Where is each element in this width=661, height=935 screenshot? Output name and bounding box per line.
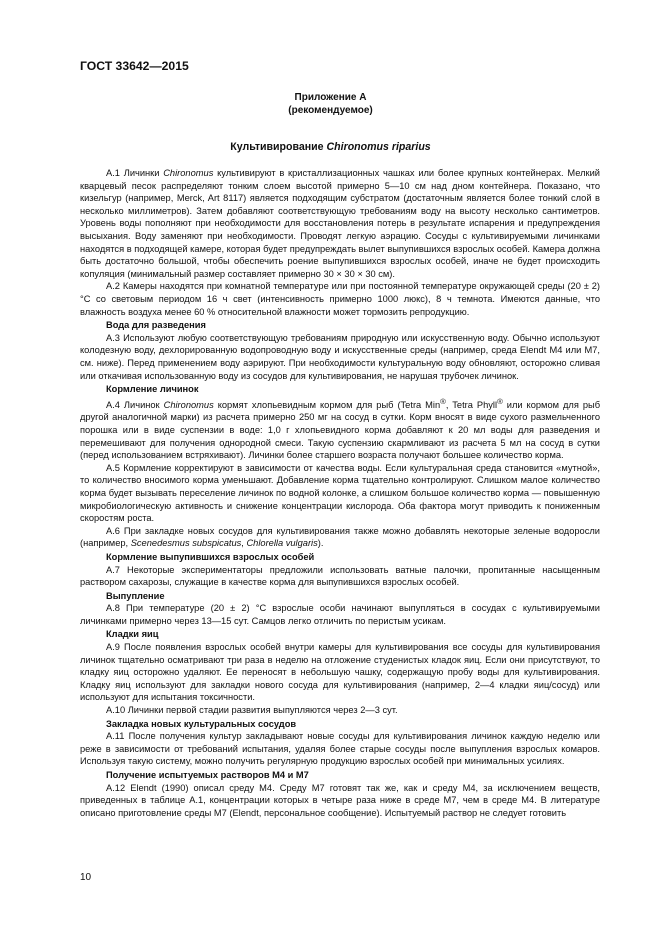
genus-name: Chironomus [163, 399, 214, 410]
section-heading-species: Chironomus riparius [326, 141, 431, 153]
subheading-new-cultures: Закладка новых культуральных сосудов [106, 718, 297, 729]
annex-subtitle: (рекомендуемое) [288, 105, 373, 116]
registered-mark: ® [497, 396, 503, 406]
subheading-water: Вода для разведения [106, 320, 206, 331]
genus-name: Chironomus [163, 168, 214, 178]
paragraph-a11: А.11 После получения культур закладывают новые сосуды для культивирования личинок каждую неделю или реже в зависимости от требований испытания, удаляя более старые сосуды после выпупления взрослых комаров. Используя такую систему, можно получить регулярную продукцию взрослых особей при минимальных усилиях. [80, 731, 600, 767]
paragraph-a7: А.7 Некоторые экспериментаторы предложили использовать ватные палочки, пропитанные насыщенным раствором сахарозы, служащие в качестве корма для выпупившихся взрослых особей. [80, 564, 600, 588]
page-number: 10 [80, 872, 92, 883]
species-name: Scenedesmus subspicatus [130, 538, 242, 549]
subheading-emergence: Выпупление [106, 590, 165, 601]
subheading-eggs: Кладки яиц [106, 629, 159, 640]
paragraph-a5: А.5 Кормление корректируют в зависимости от качества воды. Если культуральная среда становится «мутной», то количество вносимого корма уменьшают. Добавление корма тщательно контролируют. Слишком малое количество корма будет вызывать переселение личинок по водной колонке, а слишком большое количество корма — повышенную микробиологическую активность и снижение концентрации кислорода. Оба фактора могут приводить к пониженным скоростям роста. [80, 462, 600, 524]
document-header: ГОСТ 33642—2015 [80, 59, 189, 73]
subheading-adult-feeding: Кормление выпупившихся взрослых особей [106, 551, 315, 562]
annex-title: Приложение А [294, 92, 367, 103]
paragraph-a10: А.10 Личинки первой стадии развития выпупляются через 2—3 сут. [106, 705, 398, 716]
paragraph-a12: А.12 Elendt (1990) описал среду М4. Среду М7 готовят так же, как и среду М4, за исключением веществ, приведенных в таблице А.1, концентрации которых в четыре раза ниже в среде М7, чем в среде М4. В литературе описано приготовление среды М7 (Elendt, персональное сообщение). Испытуемый раствор не следует готовить [80, 782, 600, 818]
registered-mark: ® [440, 396, 446, 406]
paragraph-a8: А.8 При температуре (20 ± 2) °С взрослые особи начинают выпупляться в сосудах с культивируемыми личинками примерно через 13—15 сут. Самцов легко отличить по перистым усикам. [80, 603, 600, 626]
paragraph-a2: А.2 Камеры находятся при комнатной температуре или при постоянной температуре окружающей среды (20 ± 2) °С со световым периодом 16 ч свет (интенсивность примерно 1000 люкс), 8 ч темнота. Имеются данные, что влажность воздуха менее 60 % относительной влажности может тормозить репродукцию. [80, 281, 600, 317]
paragraph-a3: А.3 Используют любую соответствующую требованиям природную или искусственную воду. Обычно используют колодезную воду, дехлорированную водопроводную воду и искусственные среды (например, среда Elendt M4 или M7, см. ниже). Перед применением воду аэрируют. При необходимости культуральную воду обновляют, осторожно сливая или откачивая использованную воду из сосудов для культивирования, не нарушая трубочек личинок. [80, 332, 600, 381]
species-name: Chlorella vulgaris [246, 538, 318, 549]
document-body [80, 167, 600, 819]
paragraph-a6: А.6 При закладке новых сосудов для культивирования также можно добавлять некоторые зеленые водоросли (например, Scenedesmus subspicatus, Chlorella vulgaris). [80, 525, 600, 549]
paragraph-a4: А.4 Личинок Chironomus кормят хлопьевидным кормом для рыб (Tetra Min®, Tetra Phyll® или кормом для рыб другой аналогичной марки) из расчета примерно 250 мг на сосуд в сутки. Корм вносят в виде сухого размельченного порошка или в виде суспензии в воде: 1,0 г хлопьевидного корма добавляют к 20 мл воды для разведения и перемешивают для получения однородной смеси. Такую суспензию скармливают из расчета 5 мл на сосуд в сутки (перед использованием встряхивают). Личинки более старшего возраста получают большее количество корма. [80, 396, 601, 461]
paragraph-a9: А.9 После появления взрослых особей внутри камеры для культивирования все сосуды для культивирования личинок тщательно осматривают три раза в неделю на отложение студенистых кладок яиц. Если они присутствуют, то кладку яиц осторожно удаляют. Ее переносят в небольшую чашку, содержащую пробу воды для культивирования. Кладку яиц используют для закладки нового сосуда для культивирования (например, 2—4 кладки яиц/сосуд) или используют для испытания токсичности. [80, 642, 600, 703]
subheading-test-solutions: Получение испытуемых растворов М4 и М7 [106, 770, 309, 780]
subheading-feeding: Кормление личинок [106, 384, 199, 395]
section-heading-text: Культивирование [230, 141, 327, 153]
section-heading [0, 141, 661, 153]
paragraph-a1: А.1 Личинки Chironomus культивируют в кристаллизационных чашках или более крупных контейнерах. Мелкий кварцевый песок распределяют тонким слоем высотой примерно 5—10 см над дном контейнера. Показано, что кизельгур (например, Merck, Art 8117) является подходящим субстратом (достаточным является более тонкий слой в несколько миллиметров). Затем добавляют соответствующую требованиям воду на высоту несколько сантиметров. Уровень воды пополняют при необходимости для восстановления потерь в результате испарения и предупреждения высыхания. Воду заменяют при необходимости. Проводят легкую аэрацию. Сосуды с культивируемыми личинками находятся в подходящей камере, которая будет предупреждать вылет выпупившихся взрослых особей. Камера должна быть достаточно большой, чтобы обеспечить роение выпупившихся взрослых особей, иначе не будет происходить копуляция (минимальный размер составляет примерно 30 × 30 × 30 см). [80, 168, 600, 279]
